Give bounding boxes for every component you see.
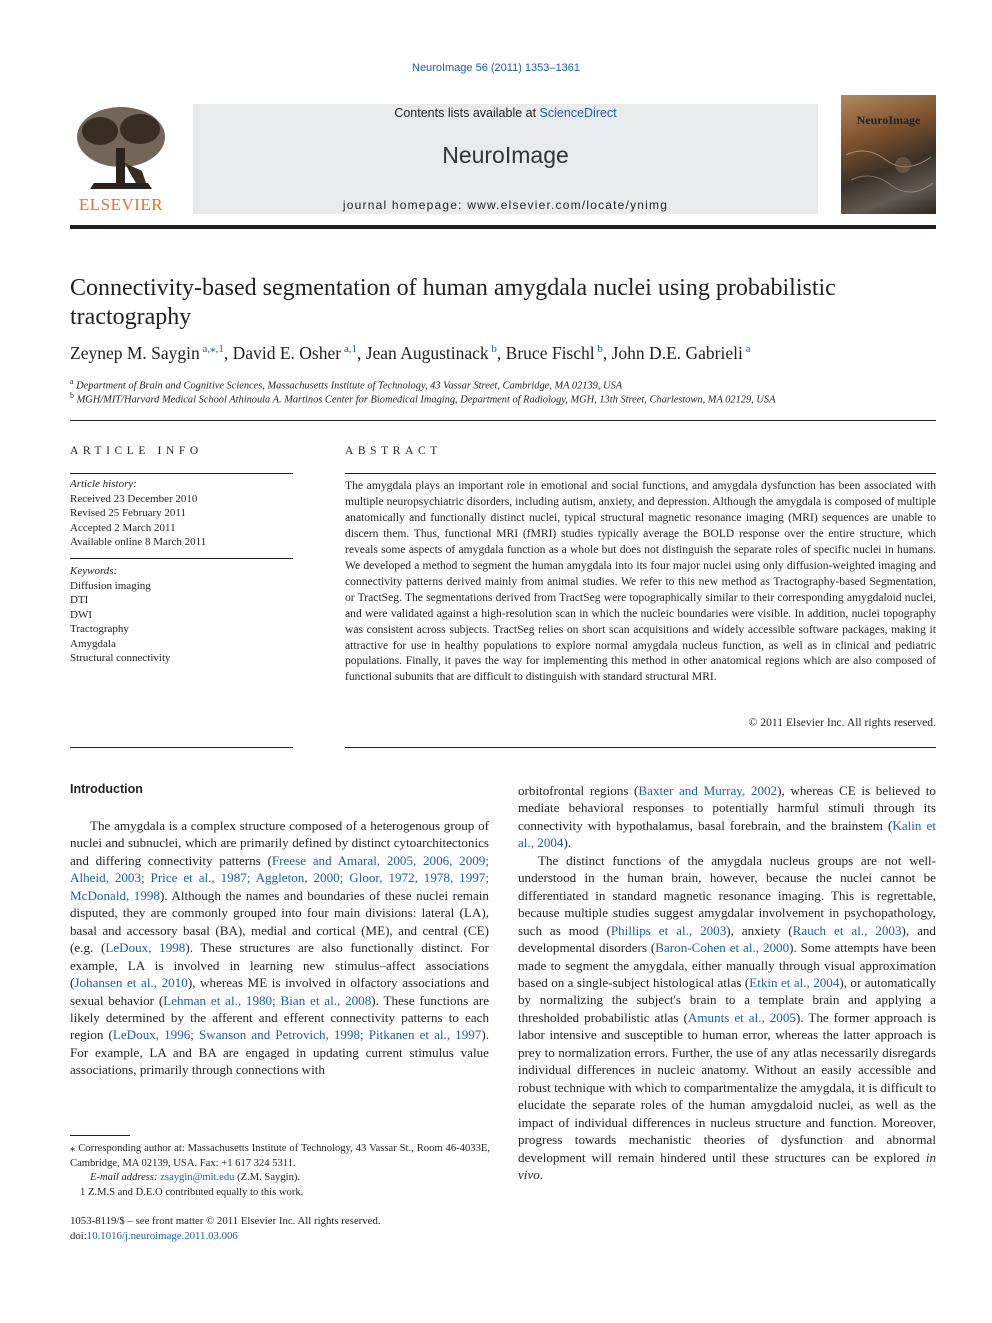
body-text: ), anxiety (	[726, 922, 793, 938]
journal-banner	[193, 104, 818, 214]
author-affiliation-sup[interactable]: a,1	[341, 343, 357, 355]
intro-paragraph-1	[70, 817, 489, 1079]
body-text: orbitofrontal regions (	[518, 783, 639, 798]
body-text: The distinct functions of the amygdala nucleus groups are not well-understood in the human brain, however, because the nuclei cannot be differentiated in standard magnetic resonance imaging. This is regrettable, because multiple studies suggest amygdalar involvement in psychopathology, such as mood (	[518, 852, 936, 938]
keywords-block	[70, 564, 293, 666]
email-label: E-mail address:	[90, 1172, 161, 1183]
elsevier-logo[interactable]	[70, 103, 172, 215]
author-name: Jean Augustinack	[365, 342, 489, 363]
author-affiliation-sup[interactable]: a,⁎,1	[199, 343, 224, 355]
right-column	[518, 782, 936, 1183]
email-note	[70, 1171, 490, 1186]
author-affiliation-sup[interactable]: b	[594, 343, 603, 355]
left-column	[70, 817, 489, 1079]
journal-name: NeuroImage	[442, 142, 569, 168]
citation-link[interactable]: Amunts et al., 2005	[687, 1009, 796, 1025]
body-text: ). These functions are likely determined by the afferent and efferent connectivity patterns to each region (	[70, 992, 490, 1043]
journal-citation[interactable]: NeuroImage 56 (2011) 1353–1361	[412, 62, 580, 74]
citation-link[interactable]: Freese and Amaral, 2005, 2006, 2009; Alheid, 2003; Price et al., 1987; Aggleton, 2000; Gloor, 1972, 1978, 1997; McDonald, 1998	[70, 852, 489, 903]
abstract-text: The amygdala plays an important role in emotional and social functions, and amygdala dysfunction has been associated with multiple neuropsychiatric disorders, including autism, anxiety, and depression. Although the amygdala is composed of multiple anatomically and functionally distinct nuclei, typical structural magnetic resonance imaging (MRI) sequences are unable to discern them. Thus, functional MRI (fMRI) studies typically average the BOLD response over the entire structure, which reveals some aspects of amygdala function as a whole but does not distinguish the separate roles of specific nuclei in humans. We developed a method to segment the human amygdala into its four major nuclei using only diffusion-weighted imaging and connectivity patterns derived mainly from animal studies. We refer to this new method as Tractography-based Segmentation, or TractSeg. The segmentations derived from TractSeg were topographically similar to their corresponding amygdaloid nuclei, and were validated against a high-resolution scan in which the nucleic boundaries were visible. In addition, nuclei topography was consistent across subjects. TractSeg relies on short scan acquisitions and widely accessible software packages, making it attractive for use in healthy populations to explore normal amygdala nucleus function, as well as in clinical and pediatric populations. Finally, it paves the way for implementing this method in other anatomical regions which are also composed of functional subunits that are difficult to distinguish with standard structural MRI.	[345, 479, 936, 684]
history-accepted: Accepted 2 March 2011	[70, 521, 176, 534]
journal-homepage[interactable]: journal homepage: www.elsevier.com/locate/ynimg	[342, 198, 669, 212]
journal-cover-image[interactable]	[841, 95, 936, 214]
title-rule	[70, 420, 936, 421]
author-name: Zeynep M. Saygin	[70, 342, 200, 363]
brain-texture-icon	[841, 95, 936, 214]
equal-contribution-note: 1 Z.M.S and D.E.O contributed equally to this work.	[80, 1186, 304, 1198]
author-affiliation-sup[interactable]: b	[488, 343, 497, 355]
citation-link[interactable]: Phillips et al., 2003	[610, 922, 727, 938]
affiliation-b-sup: b	[70, 391, 74, 400]
article-info-heading: ARTICLE INFO	[70, 445, 203, 457]
intro-paragraph-1-cont	[518, 782, 936, 852]
body-text: The amygdala is a complex structure composed of a heterogenous group of nuclei and subnuclei, which are primarily defined by distinct cytoarchitectonics and differing connectivity patterns (	[70, 818, 489, 868]
body-text: ). These structures are also functionally distinct. For example, LA is involved in learning new stimulus–affect associations (	[70, 940, 489, 991]
elsevier-wordmark: ELSEVIER	[78, 195, 164, 214]
doi-label: doi:	[70, 1229, 87, 1242]
affiliation-a	[70, 377, 936, 391]
cover-title: NeuroImage	[856, 113, 921, 127]
keywords-label: Keywords:	[70, 565, 118, 577]
keyword-item: Amygdala	[70, 637, 116, 650]
citation-link[interactable]: Etkin et al., 2004	[749, 974, 840, 990]
body-text: ). Some attempts have been made to segment the amygdala, either manually through visual approximation based on a single-subject histological atlas (	[518, 940, 936, 990]
affiliation-b-text: MGH/MIT/Harvard Medical School Athinoula A. Martinos Center for Biomedical Imaging, Department of Radiology, MGH, 13th Street, Charlestown, MA 02129, USA	[76, 394, 776, 406]
history-label: Article history:	[70, 478, 137, 490]
citation-link[interactable]: Lehman et al., 1980; Bian et al., 2008	[163, 992, 372, 1008]
italic-text: in vivo	[518, 1149, 936, 1182]
body-text: ), and developmental disorders (	[518, 922, 936, 956]
body-text: ). Although the names and boundaries of these nuclei remain disputed, they are commonly grouped into four main divisions: lateral (LA), basal and accessory basal (BA), medial and cortical (ME), and central (CE) (e.g. (	[70, 887, 489, 956]
history-revised: Revised 25 February 2011	[70, 507, 186, 519]
corresponding-author-note: ⁎ Corresponding author at: Massachusetts Institute of Technology, 43 Vassar St., Room 46-4033E, Cambridge, MA 02139, USA. Fax: +1 617 324 5311.	[70, 1143, 490, 1169]
contents-line	[193, 106, 818, 120]
author-name: David E. Osher	[232, 342, 342, 363]
body-text: ). For example, LA and BA are engaged in updating current stimulus value associations, primarily through connections with	[70, 1027, 489, 1078]
email-link[interactable]: zsaygin@mit.edu	[160, 1172, 235, 1183]
keyword-item: DTI	[70, 594, 89, 606]
citation-link[interactable]: LeDoux, 1998	[105, 940, 186, 956]
abstract-bottom-rule	[345, 747, 936, 748]
sciencedirect-link[interactable]: ScienceDirect	[539, 106, 617, 120]
keywords-rule	[70, 558, 293, 559]
author-name: Bruce Fischl	[505, 342, 595, 363]
citation-link[interactable]: Johansen et al., 2010	[74, 975, 188, 991]
affiliation-a-text: Department of Brain and Cognitive Sciences, Massachusetts Institute of Technology, 43 Vassar Street, Cambridge, MA 02139, USA	[76, 380, 623, 392]
keyword-item: Diffusion imaging	[70, 579, 151, 592]
citation-link[interactable]: Baron-Cohen et al., 2000	[655, 940, 790, 956]
article-history	[70, 477, 293, 550]
author-affiliation-sup[interactable]: a	[742, 343, 751, 355]
issn-block	[70, 1214, 490, 1243]
body-text: ), or automatically by normalizing the subject's brain to a template brain and applying a thresholded probabilistic atlas (	[518, 974, 936, 1025]
author-list: Zeynep M. Saygin $^{a,⁎,1}$, David E. Osher $^{a,1}$, Jean Augustinack $^b$, Bruce Fischl $^b$, John D.E. Gabrieli $^a$	[70, 342, 751, 363]
intro-paragraph-2	[518, 852, 936, 1184]
author-name: John D.E. Gabrieli	[611, 342, 743, 363]
body-text: ), whereas CE is believed to mediate behavioral responses to potentially harmful stimuli through its connectivity with hypothalamus, basal forebrain, and the brainstem (	[518, 783, 936, 833]
citation-link[interactable]: Baxter and Murray, 2002	[638, 783, 778, 798]
keyword-item: DWI	[70, 608, 92, 621]
body-text: ). The former approach is labor intensive and susceptible to human error, whereas the latter approach is prey to normalization errors. Further, the use of any atlas necessarily disregards individual differences in nucleic anatomy. Without an easily accessible and robust technique with which to compartmentalize the amygdala, it is difficult to elucidate the separate roles of the human amygdaloid nuclei, as well as the impact of individual differences in nucleus structure and function. Moreover, progress towards mechanistic theories of dysfunction and abnormal development will remain hindered until these structures can be explored	[518, 1009, 936, 1165]
footnote-rule	[70, 1135, 130, 1136]
copyright-notice: © 2011 Elsevier Inc. All rights reserved.	[748, 716, 936, 729]
citation-link[interactable]: LeDoux, 1996; Swanson and Petrovich, 1998; Pitkanen et al., 1997	[112, 1027, 482, 1043]
abstract-rule	[345, 473, 936, 474]
article-info-rule	[70, 473, 293, 474]
elsevier-tree-icon	[70, 103, 172, 195]
history-online: Available online 8 March 2011	[70, 536, 207, 548]
abstract-heading: ABSTRACT	[345, 445, 442, 457]
doi-line	[70, 1229, 490, 1244]
affiliation-a-sup: a	[70, 377, 74, 386]
email-suffix: (Z.M. Saygin).	[234, 1172, 301, 1183]
citation-link[interactable]: Rauch et al., 2003	[792, 922, 902, 938]
body-text: ), whereas ME is involved in olfactory associations and sexual behavior (	[70, 975, 489, 1008]
header-rule	[70, 225, 936, 229]
introduction-heading: Introduction	[70, 782, 143, 796]
footnotes	[70, 1142, 490, 1200]
article-info-bottom-rule	[70, 747, 293, 748]
citation-link[interactable]: Kalin et al., 2004	[518, 817, 936, 851]
keyword-item: Tractography	[70, 623, 129, 635]
history-received: Received 23 December 2010	[70, 492, 198, 505]
front-matter-line: 1053-8119/$ – see front matter © 2011 Elsevier Inc. All rights reserved.	[70, 1215, 381, 1227]
affiliation-b	[70, 391, 936, 405]
body-text: ).	[563, 835, 572, 851]
keyword-item: Structural connectivity	[70, 652, 171, 664]
article-title: Connectivity-based segmentation of human amygdala nuclei using probabilistic tractography	[70, 275, 836, 330]
body-text: .	[539, 1166, 544, 1182]
doi-link[interactable]: 10.1016/j.neuroimage.2011.03.006	[86, 1229, 238, 1242]
contents-prefix: Contents lists available at	[394, 106, 540, 120]
